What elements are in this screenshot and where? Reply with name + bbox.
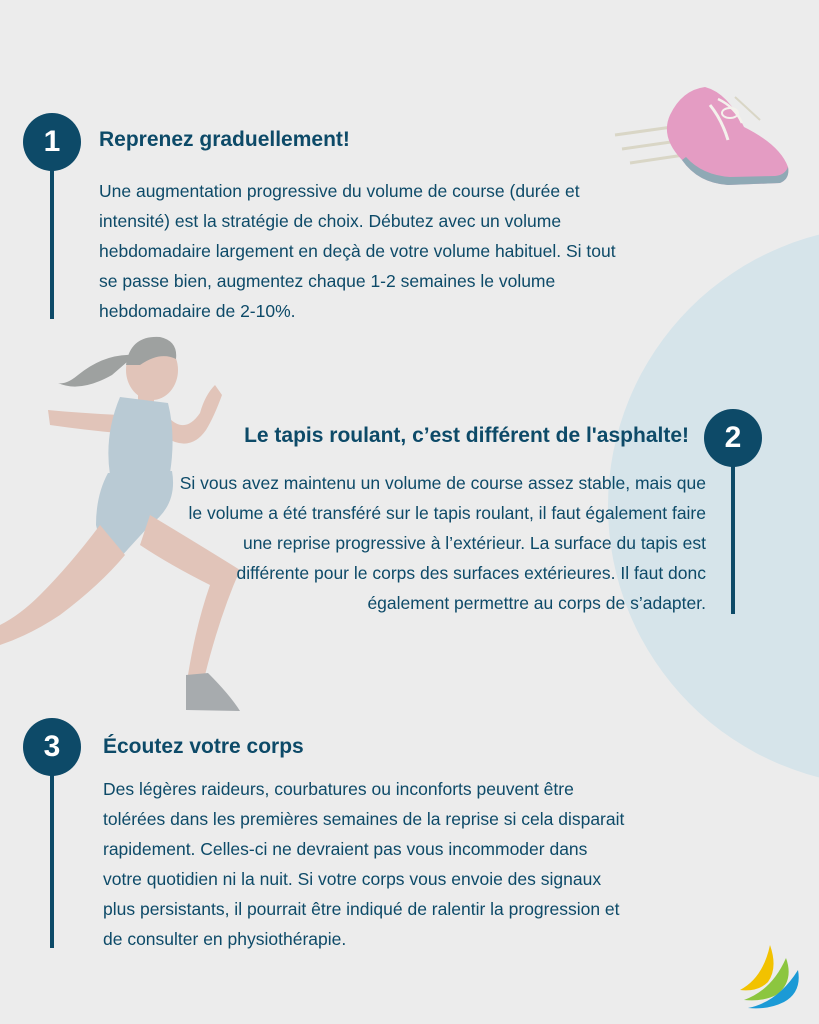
section-1-title: Reprenez graduellement! [99,128,350,151]
section-2-line: différente pour le corps des surfaces extérieures. Il faut donc [236,563,706,583]
section-1-line: se passe bien, augmentez chaque 1-2 semaines le volume [99,271,556,291]
section-1-line: intensité) est la stratégie de choix. Débutez avec un volume [99,211,562,231]
step-3-line [50,772,54,948]
section-1-line: Une augmentation progressive du volume de course (durée et [99,181,580,201]
section-2-line: le volume a été transféré sur le tapis roulant, il faut également faire [188,503,706,523]
section-3-line: votre quotidien ni la nuit. Si votre corps vous envoie des signaux [103,869,602,889]
section-2-title: Le tapis roulant, c’est différent de l'asphalte! [244,424,689,447]
step-1-line [50,168,54,319]
section-1-line: hebdomadaire largement en deçà de votre volume habituel. Si tout [99,241,616,261]
section-2-line: Si vous avez maintenu un volume de course assez stable, mais que [179,473,706,493]
section-2-body [46,468,706,618]
section-3-line: tolérées dans les premières semaines de la reprise si cela disparait [103,809,625,829]
step-3-number: 3 [43,730,61,763]
section-2-line: également permettre au corps de s’adapter. [367,593,706,613]
section-3-title: Écoutez votre corps [103,735,304,758]
section-1-line: hebdomadaire de 2-10%. [99,301,296,321]
step-3-badge [23,718,81,776]
section-3-body [103,774,753,954]
section-3-line: rapidement. Celles-ci ne devraient pas vous incommoder dans [103,839,588,859]
section-2-line: une reprise progressive à l’extérieur. La surface du tapis est [242,533,706,553]
section-1-body [99,176,749,326]
section-3-line: plus persistants, il pourrait être indiqué de ralentir la progression et [103,899,620,919]
step-1-number: 1 [43,125,61,158]
step-2-line [731,462,735,614]
section-3-line: de consulter en physiothérapie. [103,929,347,949]
brand-logo-icon [738,940,802,1010]
section-3-line: Des légères raideurs, courbatures ou inconforts peuvent être [103,779,574,799]
step-2-badge [704,409,762,467]
step-2-number: 2 [724,421,742,454]
step-1-badge [23,113,81,171]
